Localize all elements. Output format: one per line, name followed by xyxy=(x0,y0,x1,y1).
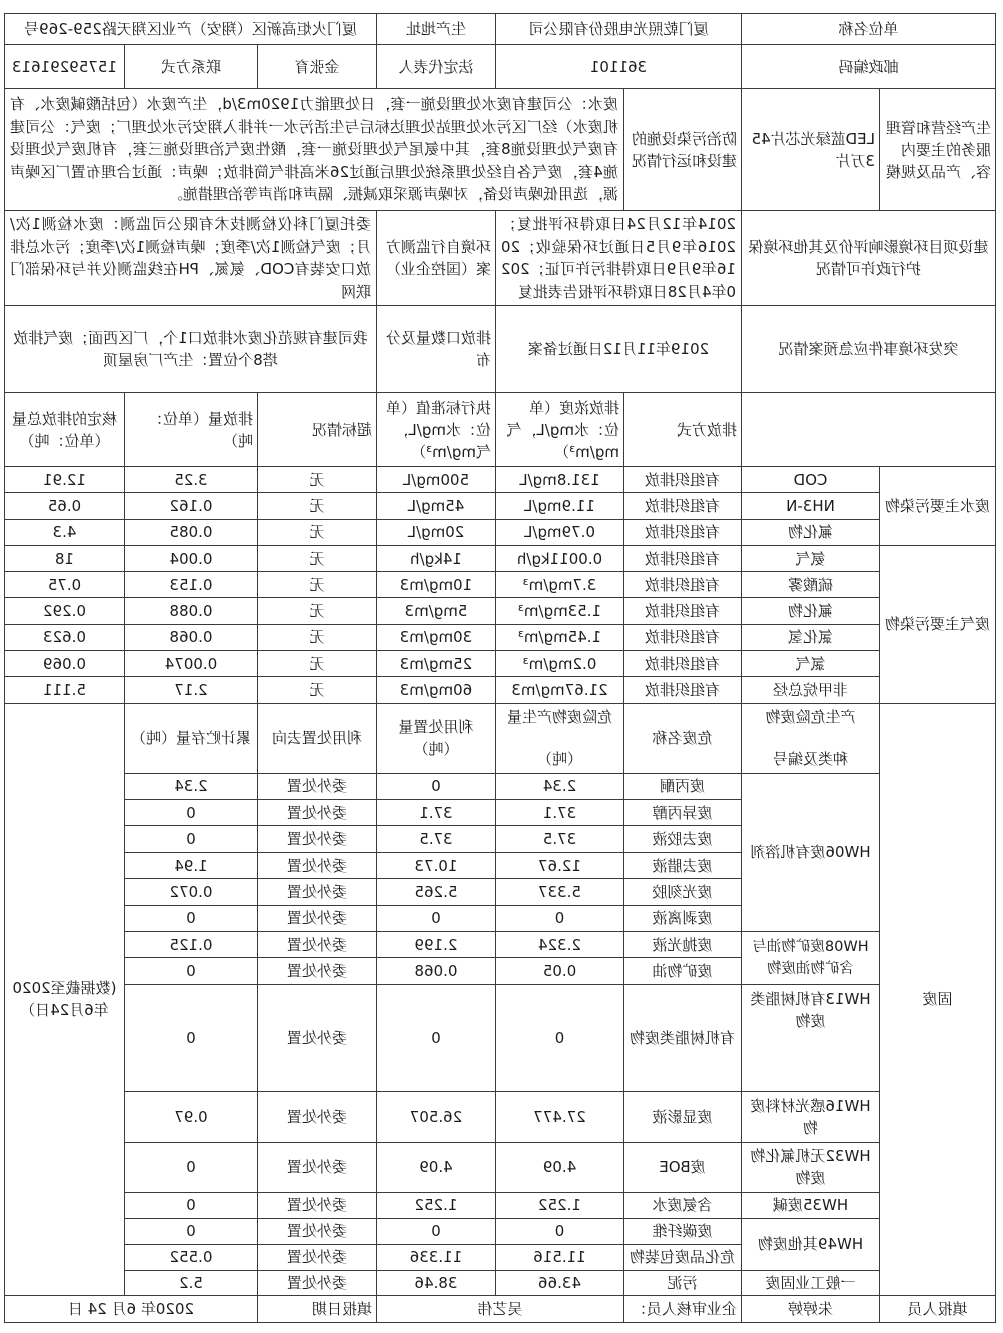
waste-destination: 委外处置 xyxy=(257,879,376,905)
header-waste-type-line2: 种类及编号 xyxy=(772,750,848,769)
wastewater-category: 废水主要污染物 xyxy=(880,467,996,546)
waste-disposed: 1.252 xyxy=(376,1192,495,1218)
row-unit-address xyxy=(4,14,995,45)
waste-generated: 27.477 xyxy=(495,1091,623,1142)
emission-method: 有组织排放 xyxy=(623,651,741,677)
waste-generated: 5.337 xyxy=(495,879,623,905)
header-waste-generated-line2: （吨） xyxy=(536,750,582,769)
permits-text: 2014年12月24日取得环评批复；2016年9月5日通过环保验收；2016年9月9日取得排污许可证；2020年4月28日取得环评报告表批复 xyxy=(495,211,741,306)
emission-amount: 3.25 xyxy=(124,467,257,493)
emission-method: 有组织排放 xyxy=(623,545,741,571)
products-value: LED蓝绿光芯片453万片 xyxy=(741,89,879,211)
reviewer-label: 企业审核人员： xyxy=(623,1295,741,1322)
header-waste-destination: 利用处置去向 xyxy=(257,703,376,773)
pollutant-name: 硫酸雾 xyxy=(741,572,879,598)
waste-stored: 0 xyxy=(124,800,257,826)
emission-amount: 0.162 xyxy=(124,493,257,519)
table-row xyxy=(4,1142,995,1192)
waste-destination: 委外处置 xyxy=(257,1270,376,1295)
waste-disposed: 26.507 xyxy=(376,1091,495,1142)
waste-generated: 0 xyxy=(495,984,623,1091)
emission-standard: 60mg/m3 xyxy=(376,677,495,703)
waste-disposed: 5.265 xyxy=(376,879,495,905)
monitoring-text: 委托厦门科仪检测技术有限公司监测：废水检测1次/月；废气检测1次/季度；噪声检测1次/季度；污水总排放口安装有COD、氨氮、PH在线监测仪并与环保部门联网 xyxy=(4,211,376,306)
emission-exceed: 无 xyxy=(257,624,376,650)
emission-concentration: 0.79mg/L xyxy=(495,519,623,545)
waste-name: 废去腊液 xyxy=(623,852,741,878)
table-row xyxy=(4,1218,995,1244)
waste-type: HW13有机树脂类废物 xyxy=(741,984,879,1091)
emission-standard: 500mg/L xyxy=(376,467,495,493)
emission-amount: 0.085 xyxy=(124,519,257,545)
address-label: 生产地址 xyxy=(376,14,495,45)
row-permits-monitoring xyxy=(4,211,995,306)
wastegas-category: 废气主要污染物 xyxy=(880,545,996,703)
emission-exceed: 无 xyxy=(257,677,376,703)
waste-generated: 12.67 xyxy=(495,852,623,878)
address-value: 厦门火炬高新区（翔安）产业区翔天路259-269号 xyxy=(4,14,376,45)
waste-name: 有机树脂类废物 xyxy=(623,984,741,1091)
waste-disposed: 0.068 xyxy=(376,958,495,984)
emission-method: 有组织排放 xyxy=(623,572,741,598)
facility-text: 废水：公司建有废水处理设施一套，日处理能力1920m3/d，生产废水（包括酸碱废水、有机废水）经厂区污水处理站处理达标后与生活污水一并排入翔安污水处理厂；废气：公司建有废气处理设施8套，其中氨尾气处理设施一套，酸性废气治理设施三套，有机废气处理设施4套，废气各自经处理系统处理后通过26米高排气筒排放；噪声：通过合理布置厂区噪声源，选用低噪声设备，对噪声源采取减振、隔声和消声等治理措施。 xyxy=(4,89,623,211)
waste-generated: 0 xyxy=(495,1218,623,1244)
waste-name: 含氨废水 xyxy=(623,1192,741,1218)
waste-stored: 0.125 xyxy=(124,932,257,958)
postcode-label: 邮政编码 xyxy=(741,45,995,89)
row-emergency-outlets xyxy=(4,306,995,393)
header-waste-generated-line1: 危险废物产生量 xyxy=(506,708,612,727)
emission-concentration: 1.53mg/m³ xyxy=(495,598,623,624)
waste-destination: 委外处置 xyxy=(257,773,376,799)
emission-method: 有组织排放 xyxy=(623,624,741,650)
waste-disposed: 0 xyxy=(376,1218,495,1244)
waste-stored: 0 xyxy=(124,905,257,931)
row-postcode-contact xyxy=(4,45,995,89)
emission-standard: 45mg/L xyxy=(376,493,495,519)
waste-stored: 5.2 xyxy=(124,1270,257,1295)
waste-name: 废矿物油 xyxy=(623,958,741,984)
emission-concentration: 131.8mg/L xyxy=(495,467,623,493)
waste-stored: 0 xyxy=(124,984,257,1091)
emission-quota: 0.623 xyxy=(4,624,124,650)
unit-name-label: 单位名称 xyxy=(741,14,995,45)
emission-quota: 0.75 xyxy=(4,572,124,598)
emissions-header-blank xyxy=(741,393,995,467)
table-row xyxy=(4,677,995,703)
emission-concentration: 1.45mg/m³ xyxy=(495,624,623,650)
emission-quota: 5.111 xyxy=(4,677,124,703)
contact-value: 15759291613 xyxy=(4,45,124,89)
outlets-text: 我司建有规范化废水排放口1个，厂区西面；废气排放塔8个位置：生产厂房屋顶 xyxy=(4,306,376,393)
table-row xyxy=(4,1091,995,1142)
header-quota: 核定的排放总量（单位：吨） xyxy=(4,393,124,467)
waste-name: 危化品废包装物 xyxy=(623,1244,741,1270)
waste-generated: 1.252 xyxy=(495,1192,623,1218)
waste-type: HW35废碱 xyxy=(741,1192,879,1218)
waste-name: 废显影液 xyxy=(623,1091,741,1142)
pollutant-name: 氟化物 xyxy=(741,519,879,545)
waste-generated: 11.516 xyxy=(495,1244,623,1270)
waste-type: HW08废矿物油与含矿物油废物 xyxy=(741,932,879,985)
fill-date-value: 2020年 6月 24 日 xyxy=(4,1295,257,1322)
waste-name: 废剥离液 xyxy=(623,905,741,931)
emissions-header-row xyxy=(4,393,995,467)
monitoring-label: 环境自行监测方案（国控企业） xyxy=(376,211,495,306)
emission-standard: 30mg/m3 xyxy=(376,624,495,650)
emission-quota: 0.65 xyxy=(4,493,124,519)
table-row xyxy=(4,773,995,799)
waste-type: HW06废有机溶剂 xyxy=(741,773,879,931)
legal-rep-value: 金张育 xyxy=(257,45,376,89)
emission-concentration: 0.2mg/m³ xyxy=(495,651,623,677)
pollutant-name: 氟化物 xyxy=(741,598,879,624)
waste-name: 污泥 xyxy=(623,1270,741,1295)
waste-generated: 37.5 xyxy=(495,826,623,852)
header-waste-disposed: 利用处置量（吨） xyxy=(376,703,495,773)
emission-amount: 0.153 xyxy=(124,572,257,598)
emission-concentration: 21.67mg/m3 xyxy=(495,677,623,703)
postcode-value: 361101 xyxy=(495,45,741,89)
waste-type: HW16感光材料废物 xyxy=(741,1091,879,1142)
header-concentration: 排放浓度（单位：水mg/L，气mg/m³） xyxy=(495,393,623,467)
emission-quota: 0.069 xyxy=(4,651,124,677)
waste-destination: 委外处置 xyxy=(257,984,376,1091)
waste-disposed: 0 xyxy=(376,905,495,931)
waste-disposed: 37.5 xyxy=(376,826,495,852)
pollutant-name: 氯气 xyxy=(741,651,879,677)
waste-type: 一般工业固废 xyxy=(741,1270,879,1295)
waste-name: 废BOE xyxy=(623,1142,741,1192)
waste-generated: 0.05 xyxy=(495,958,623,984)
footer-row xyxy=(4,1295,995,1322)
header-waste-type-line1: 产生危险废物 xyxy=(765,708,856,727)
waste-destination: 委外处置 xyxy=(257,905,376,931)
pollutant-name: COD xyxy=(741,467,879,493)
emission-exceed: 无 xyxy=(257,572,376,598)
contact-label: 联系方式 xyxy=(124,45,257,89)
filler-name: 朱婷婷 xyxy=(741,1295,879,1322)
pollutant-name: 氯化氢 xyxy=(741,624,879,650)
emission-method: 有组织排放 xyxy=(623,598,741,624)
table-row xyxy=(4,984,995,1091)
emission-standard: 10mg/m3 xyxy=(376,572,495,598)
waste-destination: 委外处置 xyxy=(257,1142,376,1192)
table-row xyxy=(4,545,995,571)
emission-standard: 25mg/m3 xyxy=(376,651,495,677)
waste-generated: 37.1 xyxy=(495,800,623,826)
waste-destination: 委外处置 xyxy=(257,958,376,984)
waste-stored: 0 xyxy=(124,1218,257,1244)
waste-stored: 0.552 xyxy=(124,1244,257,1270)
emission-quota: 12.91 xyxy=(4,467,124,493)
waste-generated: 43.66 xyxy=(495,1270,623,1295)
emission-quota: 4.3 xyxy=(4,519,124,545)
header-waste-name: 危废名称 xyxy=(623,703,741,773)
table-row xyxy=(4,572,995,598)
waste-stored: 0.97 xyxy=(124,1091,257,1142)
table-row xyxy=(4,1270,995,1295)
emission-quota: 0.292 xyxy=(4,598,124,624)
waste-generated: 2.324 xyxy=(495,932,623,958)
emission-exceed: 无 xyxy=(257,519,376,545)
waste-name: 废异丙醇 xyxy=(623,800,741,826)
table-row xyxy=(4,598,995,624)
waste-stored: 2.34 xyxy=(124,773,257,799)
solid-waste-category: 固废 xyxy=(880,703,996,1295)
header-waste-generated xyxy=(495,703,623,773)
pollutant-name: NH3-N xyxy=(741,493,879,519)
waste-name: 废光刻胶 xyxy=(623,879,741,905)
table-row xyxy=(4,519,995,545)
emission-amount: 0.088 xyxy=(124,598,257,624)
table-row xyxy=(4,624,995,650)
emission-concentration: 3.7mg/m³ xyxy=(495,572,623,598)
table-row xyxy=(4,467,995,493)
waste-disposed: 10.73 xyxy=(376,852,495,878)
emission-amount: 0.0074 xyxy=(124,651,257,677)
emission-amount: 0.004 xyxy=(124,545,257,571)
pollutant-name: 非甲烷总烃 xyxy=(741,677,879,703)
fill-date-label: 填报日期 xyxy=(257,1295,376,1322)
row-business-facilities xyxy=(4,89,995,211)
emission-method: 有组织排放 xyxy=(623,519,741,545)
emission-exceed: 无 xyxy=(257,467,376,493)
emission-concentration: 11.9mg/L xyxy=(495,493,623,519)
waste-destination: 委外处置 xyxy=(257,1244,376,1270)
header-exceed: 超标情况 xyxy=(257,393,376,467)
solid-waste-data-note: (数据截至2020年6月24日） xyxy=(4,703,124,1295)
emission-amount: 0.068 xyxy=(124,624,257,650)
outlets-label: 排放口数量及分布 xyxy=(376,306,495,393)
waste-destination: 委外处置 xyxy=(257,800,376,826)
waste-destination: 委外处置 xyxy=(257,1091,376,1142)
emission-exceed: 无 xyxy=(257,545,376,571)
emission-standard: 14kg/h xyxy=(376,545,495,571)
waste-disposed: 38.46 xyxy=(376,1270,495,1295)
unit-name-value: 厦门乾照光电股份有限公司 xyxy=(495,14,741,45)
header-waste-stored: 累计贮存量（吨） xyxy=(124,703,257,773)
waste-stored: 1.94 xyxy=(124,852,257,878)
filler-label: 填报人员 xyxy=(880,1295,996,1322)
emission-method: 有组织排放 xyxy=(623,493,741,519)
waste-stored: 0 xyxy=(124,958,257,984)
waste-name: 废去胶液 xyxy=(623,826,741,852)
header-waste-type xyxy=(741,703,879,773)
emission-amount: 2.17 xyxy=(124,677,257,703)
waste-generated: 2.34 xyxy=(495,773,623,799)
emission-concentration: 0.0011kg/h xyxy=(495,545,623,571)
emission-exceed: 无 xyxy=(257,651,376,677)
waste-stored: 0 xyxy=(124,1192,257,1218)
waste-destination: 委外处置 xyxy=(257,852,376,878)
waste-generated: 0 xyxy=(495,905,623,931)
emergency-label: 突发环境事件应急预案情况 xyxy=(741,306,995,393)
waste-disposed: 37.1 xyxy=(376,800,495,826)
emission-exceed: 无 xyxy=(257,493,376,519)
emission-method: 有组织排放 xyxy=(623,677,741,703)
environmental-info-table xyxy=(4,13,996,1323)
waste-name: 废碳纤维 xyxy=(623,1218,741,1244)
waste-disposed: 0 xyxy=(376,773,495,799)
waste-stored: 0 xyxy=(124,826,257,852)
waste-stored: 0.072 xyxy=(124,879,257,905)
emission-quota: 18 xyxy=(4,545,124,571)
waste-generated: 4.09 xyxy=(495,1142,623,1192)
header-method: 排放方式 xyxy=(623,393,741,467)
emission-exceed: 无 xyxy=(257,598,376,624)
emergency-text: 2019年11月12日通过备案 xyxy=(495,306,741,393)
table-row xyxy=(4,651,995,677)
emission-method: 有组织排放 xyxy=(623,467,741,493)
header-standard: 执行标准值（单位：水mg/L，气mg/m³） xyxy=(376,393,495,467)
table-row xyxy=(4,1192,995,1218)
waste-destination: 委外处置 xyxy=(257,826,376,852)
waste-name: 废丙酮 xyxy=(623,773,741,799)
waste-destination: 委外处置 xyxy=(257,1192,376,1218)
solid-waste-header-row xyxy=(4,703,995,773)
pollutant-name: 氨气 xyxy=(741,545,879,571)
waste-destination: 委外处置 xyxy=(257,932,376,958)
waste-disposed: 11.336 xyxy=(376,1244,495,1270)
facility-label: 防治污染设施的建设和运行情况 xyxy=(623,89,741,211)
legal-rep-label: 法定代表人 xyxy=(376,45,495,89)
business-label: 生产经营和管理服务的主要内容、产品及规模 xyxy=(880,89,996,211)
waste-name: 废抛光液 xyxy=(623,932,741,958)
waste-stored: 0 xyxy=(124,1142,257,1192)
waste-destination: 委外处置 xyxy=(257,1218,376,1244)
waste-type: HW49其他废物 xyxy=(741,1218,879,1270)
waste-disposed: 4.09 xyxy=(376,1142,495,1192)
waste-disposed: 2.199 xyxy=(376,932,495,958)
reviewer-name: 吴艺伟 xyxy=(376,1295,623,1322)
permits-label: 建设项目环境影响评价及其他环境保护行政许可情况 xyxy=(741,211,995,306)
table-row xyxy=(4,493,995,519)
table-row xyxy=(4,932,995,958)
emission-standard: 20mg/L xyxy=(376,519,495,545)
waste-type: HW32无机氟化物废物 xyxy=(741,1142,879,1192)
header-amount: 排放量（单位：吨） xyxy=(124,393,257,467)
emission-standard: 5mg/m3 xyxy=(376,598,495,624)
waste-disposed: 0 xyxy=(376,984,495,1091)
